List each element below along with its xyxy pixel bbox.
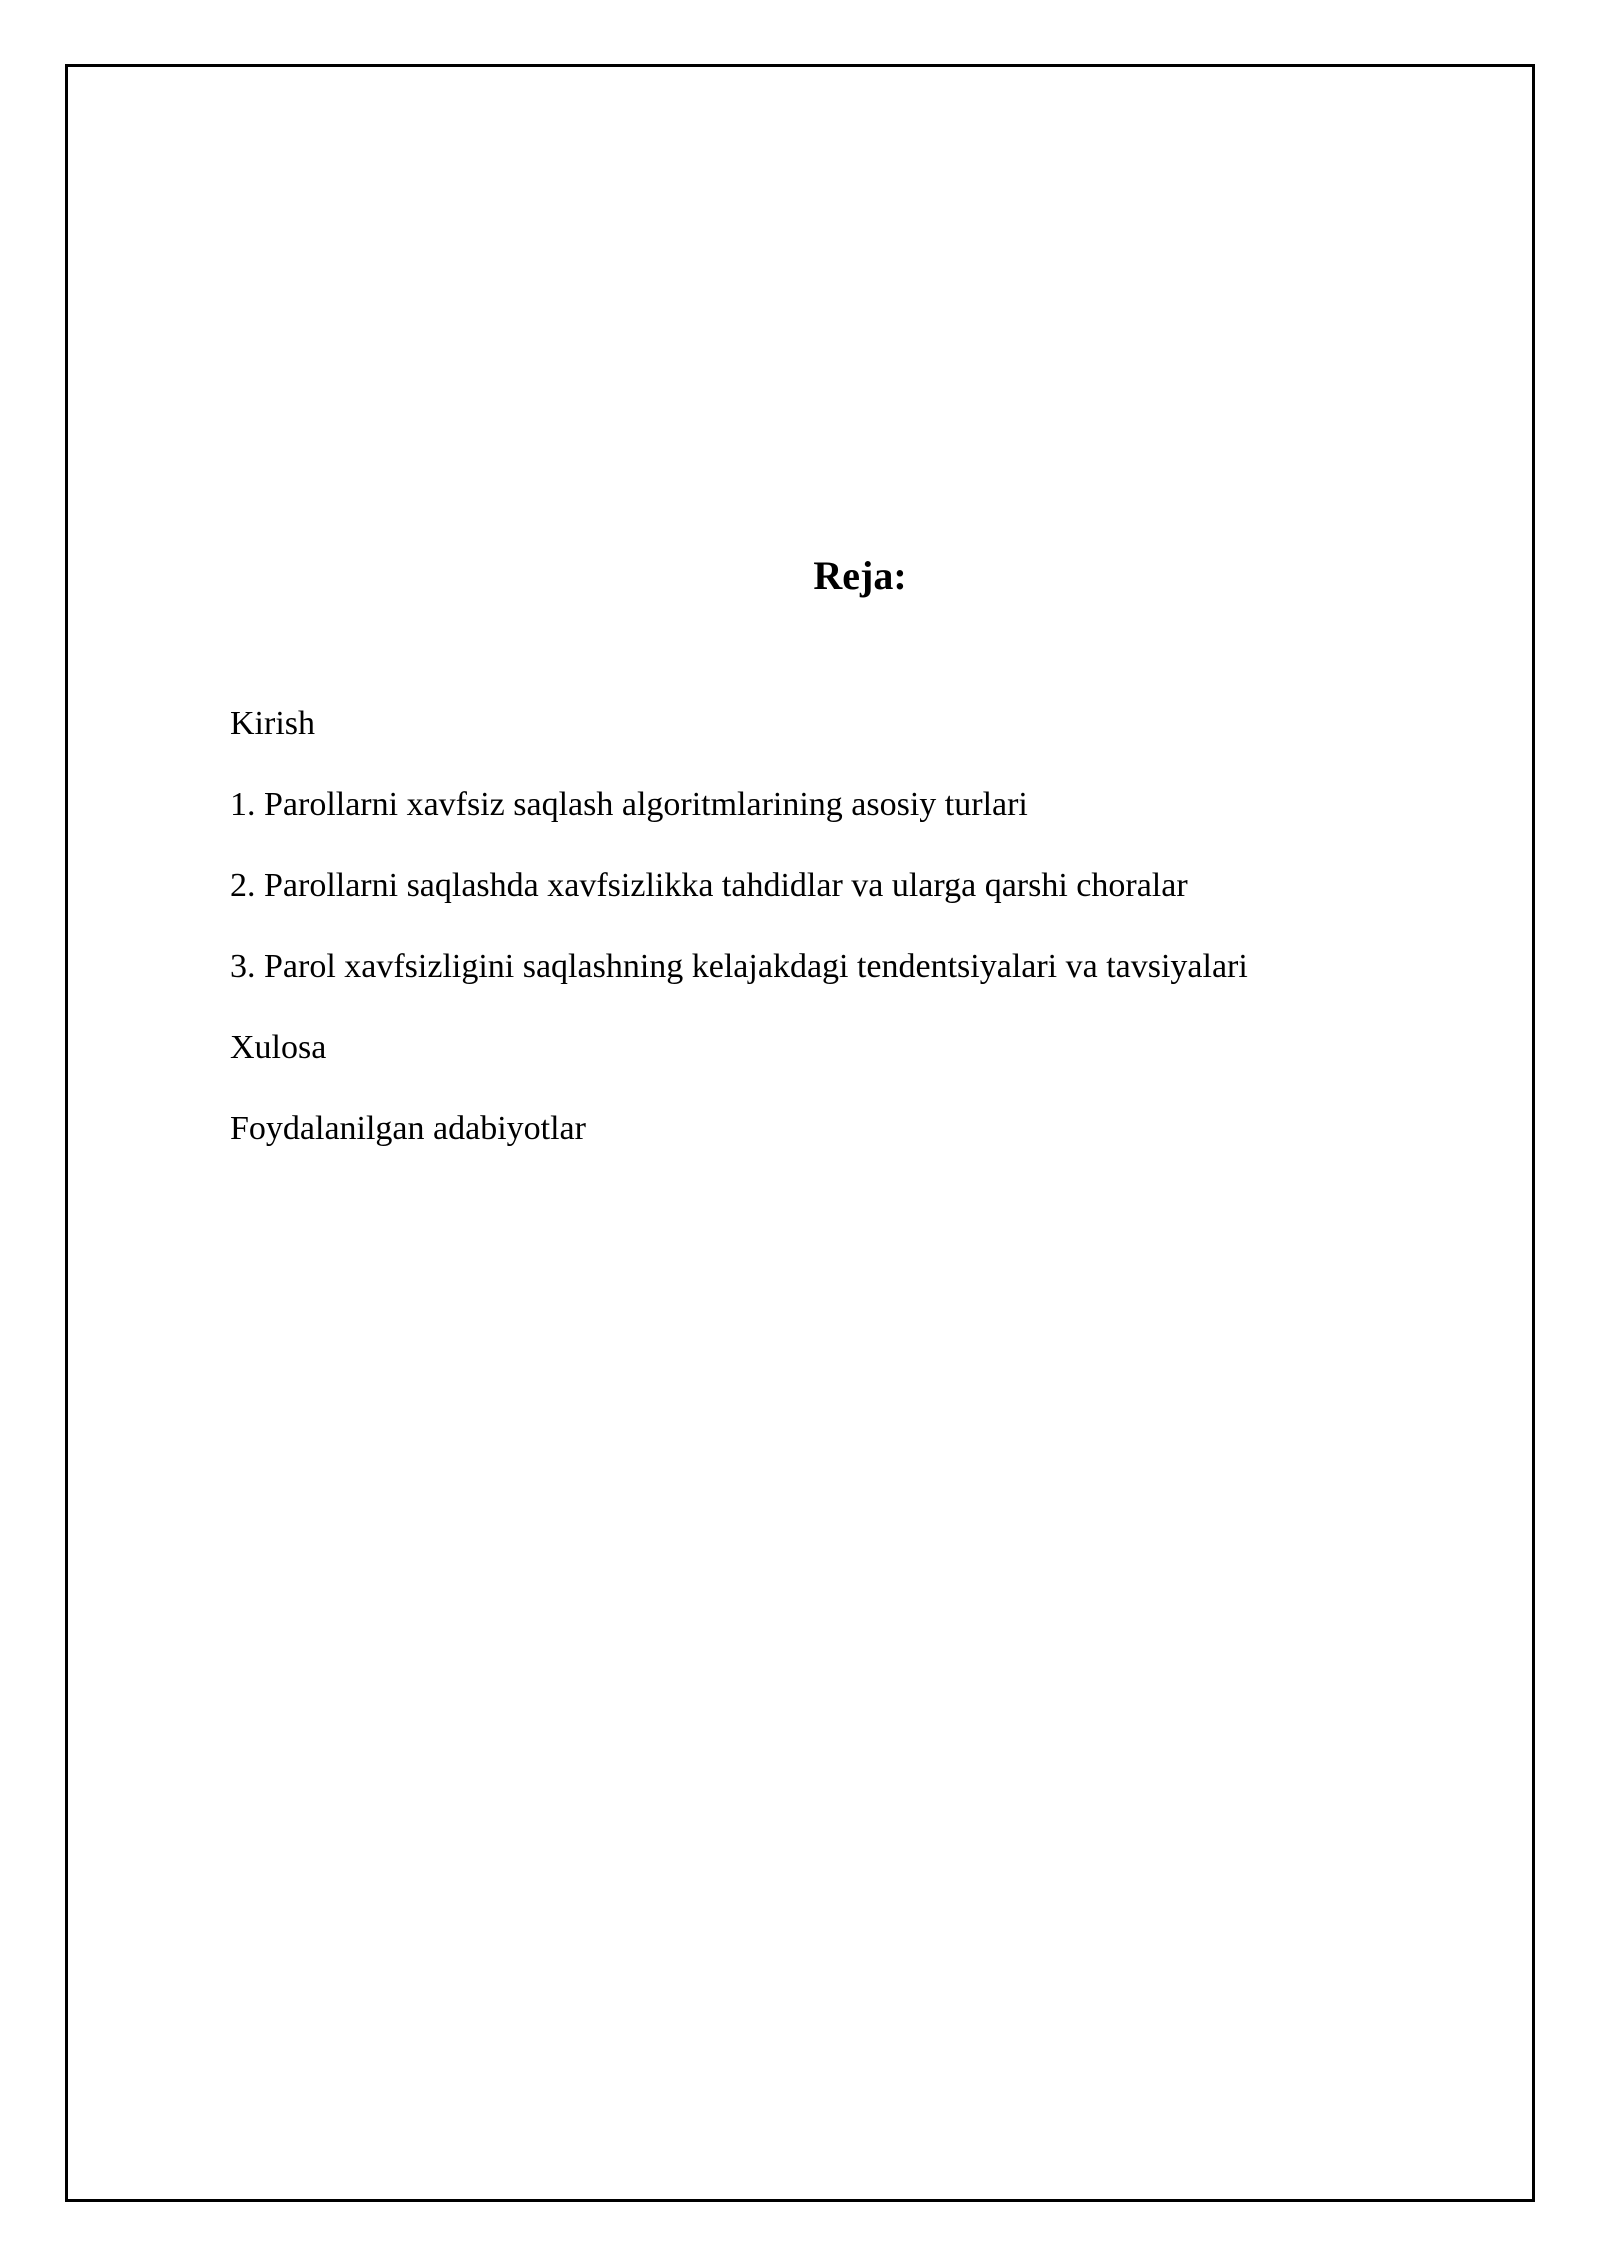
toc-item-xulosa: Xulosa — [230, 1029, 327, 1066]
toc-item-adabiyotlar: Foydalanilgan adabiyotlar — [230, 1110, 586, 1147]
toc-item-kirish: Kirish — [230, 705, 315, 742]
toc-item-3: 3. Parol xavfsizligini saqlashning kelajakdagi tendentsiyalari va tavsiyalari — [230, 948, 1248, 985]
table-of-contents — [230, 700, 1248, 1186]
toc-item-1: 1. Parollarni xavfsiz saqlash algoritmlarining asosiy turlari — [230, 786, 1028, 823]
toc-item-2: 2. Parollarni saqlashda xavfsizlikka tahdidlar va ularga qarshi choralar — [230, 867, 1188, 904]
page-title: Reja: — [813, 553, 907, 598]
